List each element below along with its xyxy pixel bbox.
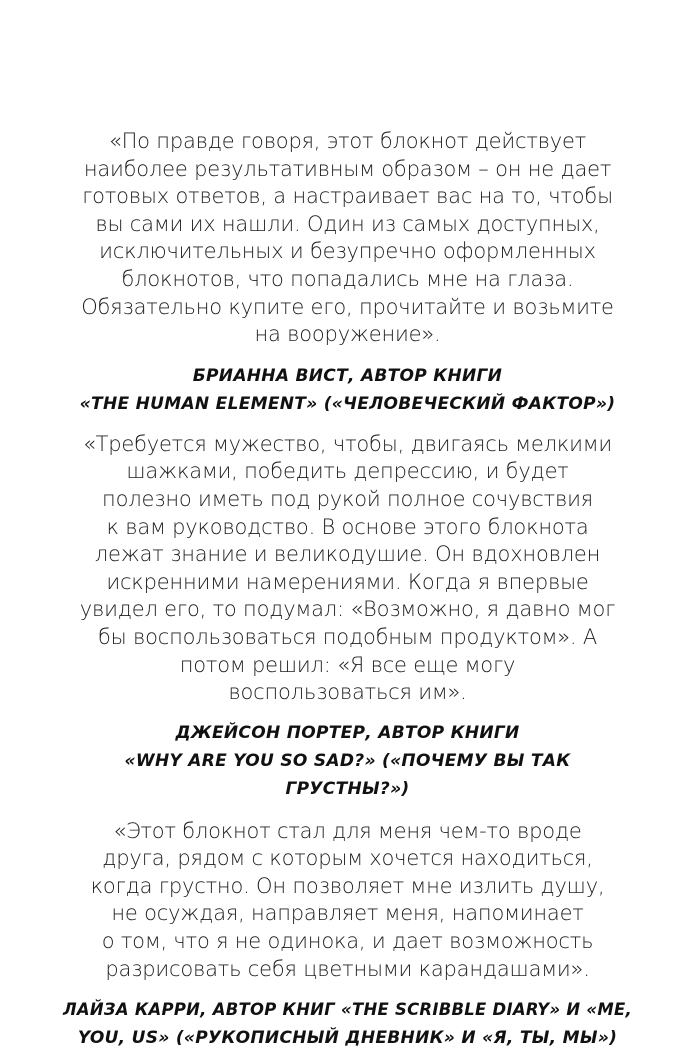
testimonial-quote-2 bbox=[60, 431, 635, 707]
testimonial-author-2 bbox=[60, 719, 635, 803]
author-line: ГРУСТНЫ?») bbox=[285, 778, 410, 799]
quote-line: разрисовать себя цветными карандашами». bbox=[105, 956, 590, 981]
quote-line: полезно иметь под рукой полное сочувствия bbox=[102, 486, 593, 511]
author-line: «THE HUMAN ELEMENT» («ЧЕЛОВЕЧЕСКИЙ ФАКТОР») bbox=[79, 393, 616, 414]
quote-line: наиболее результативным образом – он не дает bbox=[83, 156, 612, 181]
quote-line: исключительных и безупречно оформленных bbox=[99, 239, 596, 264]
quote-line: шажками, победить депрессию, и будет bbox=[126, 459, 569, 484]
quote-line: блокнотов, что попадались мне на глаза. bbox=[121, 266, 574, 291]
testimonial-author-3 bbox=[60, 996, 635, 1052]
quote-line: друга, рядом с которым хочется находиться, bbox=[102, 846, 593, 871]
quote-line: когда грустно. Он позволяет мне излить душу, bbox=[90, 873, 605, 898]
testimonials-page bbox=[60, 128, 635, 1052]
quote-line: не осуждая, направляет меня, напоминает bbox=[111, 901, 584, 926]
quote-line: увидел его, то подумал: «Возможно, я давно мог bbox=[79, 597, 616, 622]
quote-line: «Этот блокнот стал для меня чем-то вроде bbox=[113, 818, 582, 843]
author-line: ДЖЕЙСОН ПОРТЕР, АВТОР КНИГИ bbox=[175, 722, 520, 743]
quote-line: искренними намерениями. Когда я впервые bbox=[106, 569, 589, 594]
quote-line: воспользоваться им». bbox=[228, 680, 467, 705]
quote-line: «По правде говоря, этот блокнот действует bbox=[108, 129, 587, 153]
quote-line: бы воспользоваться подобным продуктом». А bbox=[97, 624, 597, 649]
quote-line: вы сами их нашли. Один из самых доступных, bbox=[95, 211, 600, 236]
quote-line: к вам руководство. В основе этого блокнота bbox=[106, 514, 589, 539]
quote-line: о том, что я не одинока, и дает возможность bbox=[101, 929, 594, 954]
author-line: YOU, US» («РУКОПИСНЫЙ ДНЕВНИК» И «Я, ТЫ, МЫ») bbox=[77, 1028, 618, 1049]
testimonial-author-1 bbox=[60, 362, 635, 418]
quote-line: «Требуется мужество, чтобы, двигаясь мелкими bbox=[82, 431, 613, 456]
quote-line: Обязательно купите его, прочитайте и возьмите bbox=[81, 294, 614, 319]
author-line: «WHY ARE YOU SO SAD?» («ПОЧЕМУ ВЫ ТАК bbox=[124, 750, 571, 771]
testimonial-quote-1 bbox=[60, 128, 635, 349]
author-line: БРИАННА ВИСТ, АВТОР КНИГИ bbox=[192, 365, 503, 386]
author-line: ЛАЙЗА КАРРИ, АВТОР КНИГ «THE SCRIBBLE DIARY» И «ME, bbox=[63, 1000, 632, 1020]
testimonial-quote-3 bbox=[60, 818, 635, 984]
quote-line: потом решил: «Я все еще могу bbox=[179, 652, 516, 677]
quote-line: готовых ответов, а настраивает вас на то, чтобы bbox=[82, 184, 613, 209]
quote-line: лежат знание и великодушие. Он вдохновлен bbox=[94, 542, 601, 567]
quote-line: на вооружение». bbox=[254, 322, 441, 347]
